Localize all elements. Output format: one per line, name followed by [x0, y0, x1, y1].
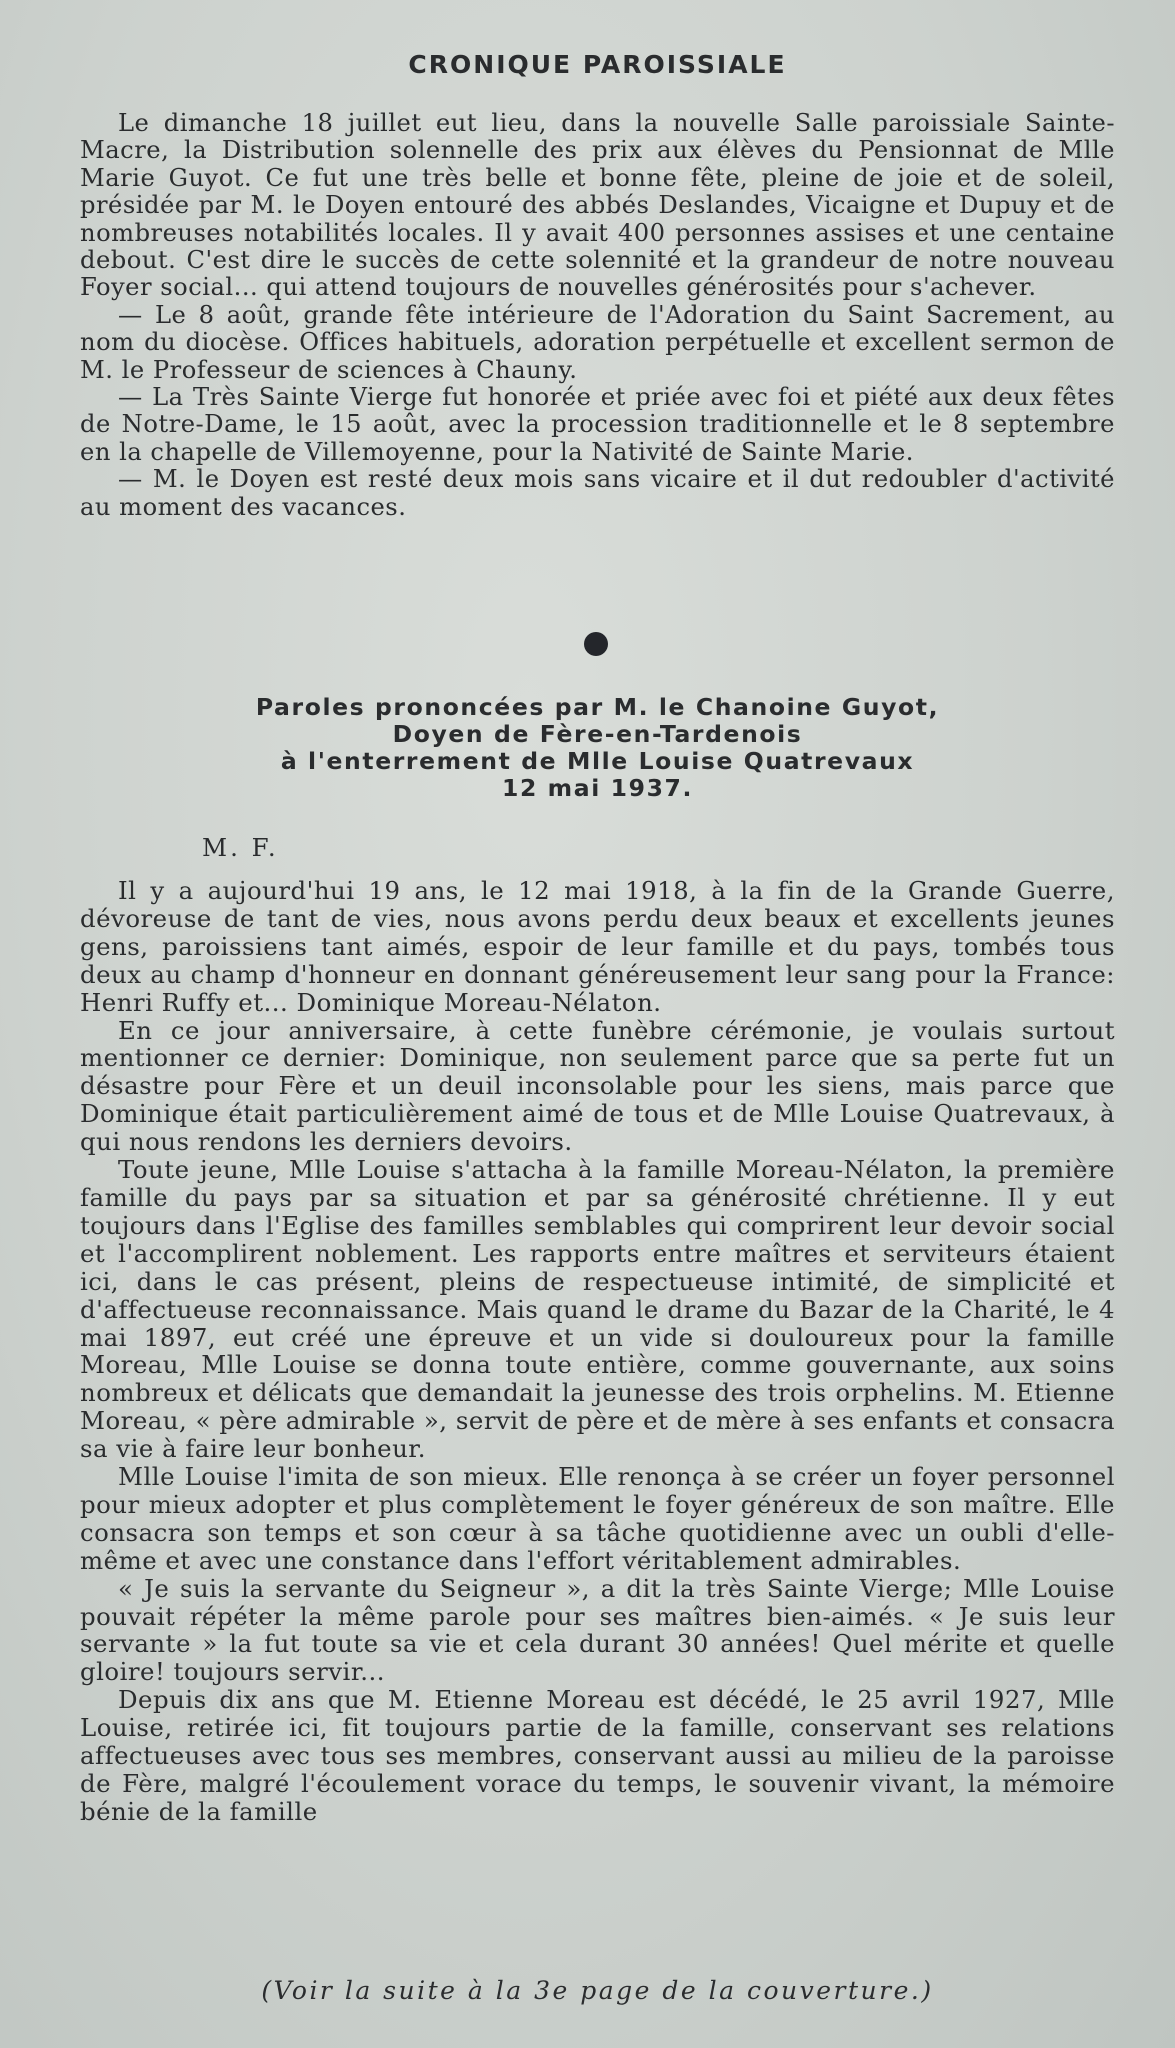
- speech-paragraph: Mlle Louise l'imita de son mieux. Elle renonça à se créer un foyer personnel pour mieux adopter et plus complètement le foyer généreux de son maître. Elle consacra son temps et son cœur à sa tâche quotidienne avec un oubli d'elle-même et avec une constance dans l'effort véritablement admirables.: [80, 1462, 1115, 1575]
- parish-chronicle: [80, 110, 1115, 521]
- continuation-note: (Voir la suite à la 3e page de la couverture.): [261, 1976, 934, 2005]
- speech-header: [80, 694, 1115, 802]
- section-separator-dot: [584, 632, 608, 656]
- speech-header-line: à l'enterrement de Mlle Louise Quatrevaux: [280, 747, 915, 775]
- chronicle-paragraph: — La Très Sainte Vierge fut honorée et priée avec foi et piété aux deux fêtes de Notre-Dame, le 15 août, avec la procession traditionnelle et le 8 septembre en la chapelle de Villemoyenne, pour la Nativité de Sainte Marie.: [80, 383, 1115, 466]
- speech-header-line: Doyen de Fère-en-Tardenois: [392, 720, 803, 748]
- speech-paragraph: Toute jeune, Mlle Louise s'attacha à la famille Moreau-Nélaton, la première famille du pays par sa situation et par sa générosité chrétienne. Il y eut toujours dans l'Eglise des familles semblables qui comprirent leur devoir social et l'accomplirent noblement. Les rapports entre maîtres et serviteurs étaient ici, dans le cas présent, pleins de respectueuse intimité, de simplicité et d'affectueuse reconnaissance. Mais quand le drame du Bazar de la Charité, le 4 mai 1897, eut créé une épreuve et un vide si douloureux pour la famille Moreau, Mlle Louise se donna toute entière, comme gouvernante, aux soins nombreux et délicats que demandait la jeunesse des trois orphelins. M. Etienne Moreau, « père admirable », servit de père et de mère à ses enfants et consacra sa vie à faire leur bonheur.: [80, 1155, 1115, 1464]
- chronicle-paragraph: — M. le Doyen est resté deux mois sans vicaire et il dut redoubler d'activité au moment des vacances.: [80, 465, 1115, 521]
- speech-paragraph: Il y a aujourd'hui 19 ans, le 12 mai 1918, à la fin de la Grande Guerre, dévoreuse de tant de vies, nous avons perdu deux beaux et excellents jeunes gens, paroissiens tant aimés, espoir de leur famille et du pays, tombés tous deux au champ d'honneur en donnant généreusement leur sang pour la France: Henri Ruffy et... Dominique Moreau-Nélaton.: [80, 876, 1115, 1017]
- chronicle-paragraph: Le dimanche 18 juillet eut lieu, dans la nouvelle Salle paroissiale Sainte-Macre, la Distribution solennelle des prix aux élèves du Pensionnat de Mlle Marie Guyot. Ce fut une très belle et bonne fête, pleine de joie et de soleil, présidée par M. le Doyen entouré des abbés Deslandes, Vicaigne et Dupuy et de nombreuses notabilités locales. Il y avait 400 personnes assises et une centaine debout. C'est dire le succès de cette solennité et la grandeur de notre nouveau Foyer social... qui attend toujours de nouvelles générosités pour s'achever.: [80, 109, 1115, 302]
- speech-paragraph: Depuis dix ans que M. Etienne Moreau est décédé, le 25 avril 1927, Mlle Louise, retirée ici, fit toujours partie de la famille, conservant ses relations affectueuses avec tous ses membres, conservant aussi au milieu de la paroisse de Fère, malgré l'écoulement vorace du temps, le souvenir vivant, la mémoire bénie de la famille: [80, 1685, 1115, 1826]
- speech-paragraph: « Je suis la servante du Seigneur », a dit la très Sainte Vierge; Mlle Louise pouvait répéter la même parole pour ses maîtres bien-aimés. « Je suis leur servante » la fut toute sa vie et cela durant 30 années! Quel mérite et quelle gloire! toujours servir...: [80, 1573, 1115, 1687]
- speech-paragraph: En ce jour anniversaire, à cette funèbre cérémonie, je voulais surtout mentionner ce dernier: Dominique, non seulement parce que sa perte fut un désastre pour Fère et un deuil inconsolable pour les siens, mais parce que Dominique était particulièrement aimé de tous et de Mlle Louise Quatrevaux, à qui nous rendons les derniers devoirs.: [80, 1015, 1115, 1157]
- chronicle-paragraph: — Le 8 août, grande fête intérieure de l'Adoration du Saint Sacrement, au nom du diocèse. Offices habituels, adoration perpétuelle et excellent sermon de M. le Professeur de sciences à Chauny.: [80, 300, 1115, 384]
- salutation: M. F.: [202, 833, 279, 862]
- speech-header-line: Paroles prononcées par M. le Chanoine Guyot,: [255, 693, 940, 721]
- speech-header-date: 12 mai 1937.: [502, 774, 693, 802]
- section-title: CRONIQUE PAROISSIALE: [408, 50, 787, 79]
- funeral-speech: [80, 877, 1115, 1826]
